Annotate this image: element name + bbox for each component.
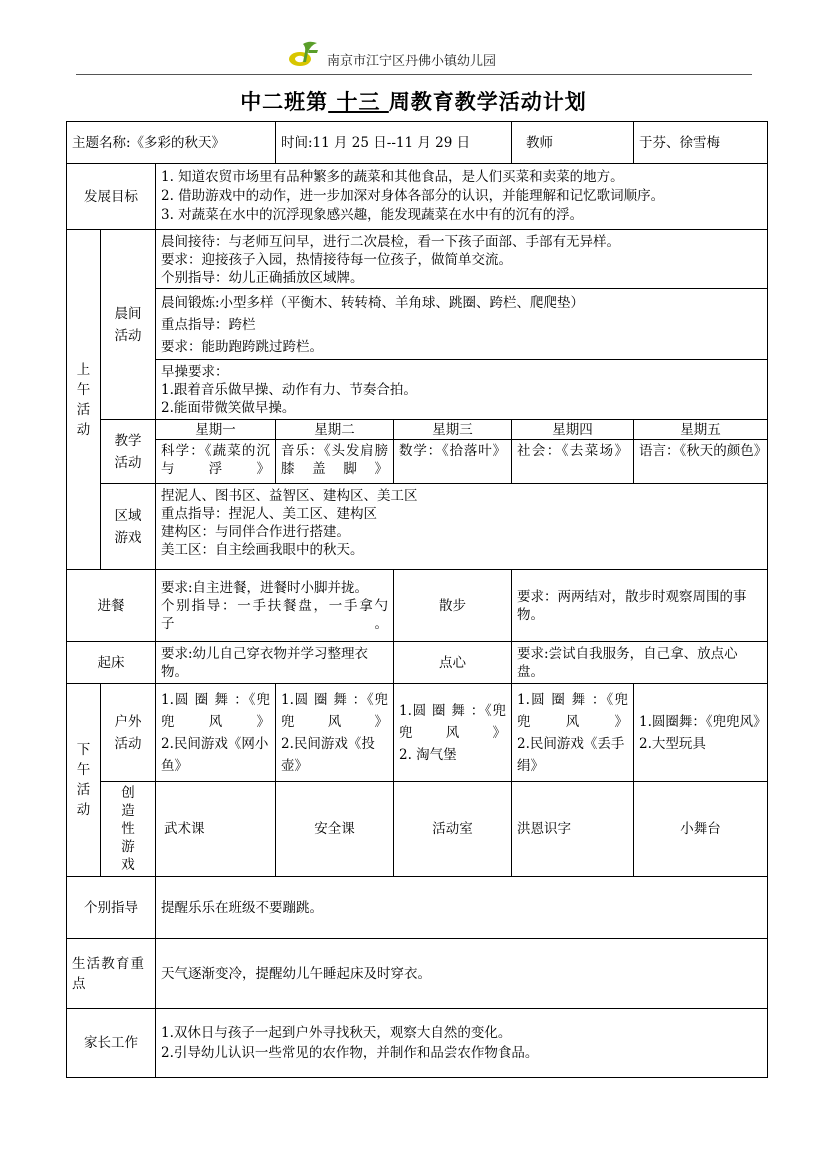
activity-plan-table [66,121,768,1078]
individual-label: 个别指导 [67,877,156,939]
reception-block: 晨间接待：与老师互问早，进行二次晨检，看一下孩子面部、手部有无异样。 要求：迎接孩子入园，热情接待每一位孩子，做简单交流。 个别指导：幼儿正确插放区域牌。 [161,234,620,286]
area-cell: 捏泥人、图书区、益智区、建构区、美工区 重点指导：捏泥人、美工区、建构区 建构区：与同伴合作进行搭建。 美工区：自主绘画我眼中的秋天。 [156,484,768,570]
goal-item: 2. 借助游戏中的动作，进一步加深对身体各部分的认识，并能理解和记忆歌词顺序。 [161,188,665,204]
creative-thu: 洪恩识字 [512,782,634,877]
walk-label: 散步 [394,570,512,642]
life-cell: 天气逐渐变冷，提醒幼儿午睡起床及时穿衣。 [156,939,768,1009]
goals-label: 发展目标 [67,164,156,230]
goals-row [67,164,768,230]
teacher-names: 于芬、徐雪梅 [634,122,768,164]
individual-row [67,877,768,939]
wake-cell: 要求:幼儿自己穿衣物并学习整理衣物。 [156,642,394,684]
lesson-wed: 数学：《拾落叶》 [394,440,512,484]
creative-tue: 安全课 [276,782,394,877]
outdoor-tue: 1.圆 圈 舞 ：《兜兜风》 2.民间游戏《投壶》 [276,684,394,782]
outdoor-fri: 1.圆圈舞：《兜兜风》 2.大型玩具 [634,684,768,782]
morning-label: 上午活动 [67,230,101,570]
outdoor-mon: 1.圆 圈 舞 ：《兜兜风》 2.民间游戏《网小鱼》 [156,684,276,782]
time-cell: 时间:11 月 25 日--11 月 29 日 [276,122,512,164]
school-logo-icon [287,40,321,70]
lesson-tue: 音乐：《头发肩膀膝盖脚》 [276,440,394,484]
goal-item: 3. 对蔬菜在水中的沉浮现象感兴趣，能发现蔬菜在水中有的沉有的浮。 [161,207,584,223]
outdoor-thu: 1.圆 圈 舞 ：《兜兜风》 2.民间游戏《丢手绢》 [512,684,634,782]
drill-block: 早操要求： 1.跟着音乐做早操、动作有力、节奏合拍。 2.能面带微笑做早操。 [156,359,767,418]
lesson-fri: 语言：《秋天的颜色》 [634,440,768,484]
wake-row [67,642,768,684]
document-header [0,38,827,78]
exercise-block: 晨间锻炼:小型多样（平衡木、转转椅、羊角球、跳圈、跨栏、爬爬垫） 重点指导：跨栏 要求：能助跑跨跳过跨栏。 [156,288,767,359]
parents-cell: 1.双休日与孩子一起到户外寻找秋天，观察大自然的变化。 2.引导幼儿认识一些常见的农作物，并制作和品尝农作物食品。 [156,1009,768,1078]
meal-row [67,570,768,642]
area-game-row [67,484,768,570]
afternoon-label: 下午活动 [67,684,101,877]
page-title [0,86,827,116]
weekday-thu: 星期四 [512,420,634,440]
teacher-label: 教师 [512,122,634,164]
individual-cell: 提醒乐乐在班级不要蹦跳。 [156,877,768,939]
title-week: 十三 [336,90,381,114]
outdoor-wed: 1.圆 圈 舞 ：《兜兜风》 2. 淘气堡 [394,684,512,782]
lesson-mon: 科学：《蔬菜的沉与浮》 [156,440,276,484]
title-class: 中二班第 [240,90,329,114]
creative-wed: 活动室 [394,782,512,877]
lesson-thu: 社会：《去菜场》 [512,440,634,484]
theme-cell: 主题名称:《多彩的秋天》 [67,122,276,164]
weekday-fri: 星期五 [634,420,768,440]
goal-item: 1. 知道农贸市场里有品种繁多的蔬菜和其他食品，是人们买菜和卖菜的地方。 [161,169,624,185]
title-rest: 周教育教学活动计划 [388,90,587,114]
area-label: 区域游戏 [101,484,156,570]
parents-label: 家长工作 [67,1009,156,1078]
lesson-row [67,440,768,484]
parents-row [67,1009,768,1078]
school-name: 南京市江宁区丹佛小镇幼儿园 [327,54,497,69]
life-label: 生活教育重 点 [67,939,156,1009]
weekday-row [67,420,768,440]
weekday-wed: 星期三 [394,420,512,440]
meal-cell: 要求:自主进餐，进餐时小脚并拢。 个别指导：一手扶餐盘，一手拿勺子。 [156,570,394,642]
morning-activity-cell [156,230,768,420]
info-row [67,122,768,164]
creative-row [67,782,768,877]
creative-fri: 小舞台 [634,782,768,877]
life-row [67,939,768,1009]
weekday-tue: 星期二 [276,420,394,440]
goals-cell [156,164,768,230]
morning-activity-label: 晨间活动 [101,230,156,420]
morning-activity-row [67,230,768,420]
weekday-mon: 星期一 [156,420,276,440]
meal-label: 进餐 [67,570,156,642]
snack-cell: 要求:尝试自我服务，自己拿、放点心盘。 [512,642,768,684]
wake-label: 起床 [67,642,156,684]
teaching-label: 教学活动 [101,420,156,484]
creative-mon: 武术课 [156,782,276,877]
creative-label: 创造性游戏 [101,782,156,877]
outdoor-row [67,684,768,782]
snack-label: 点心 [394,642,512,684]
outdoor-label: 户外活动 [101,684,156,782]
walk-cell: 要求：两两结对，散步时观察周围的事物。 [512,570,768,642]
header-divider [76,74,752,75]
